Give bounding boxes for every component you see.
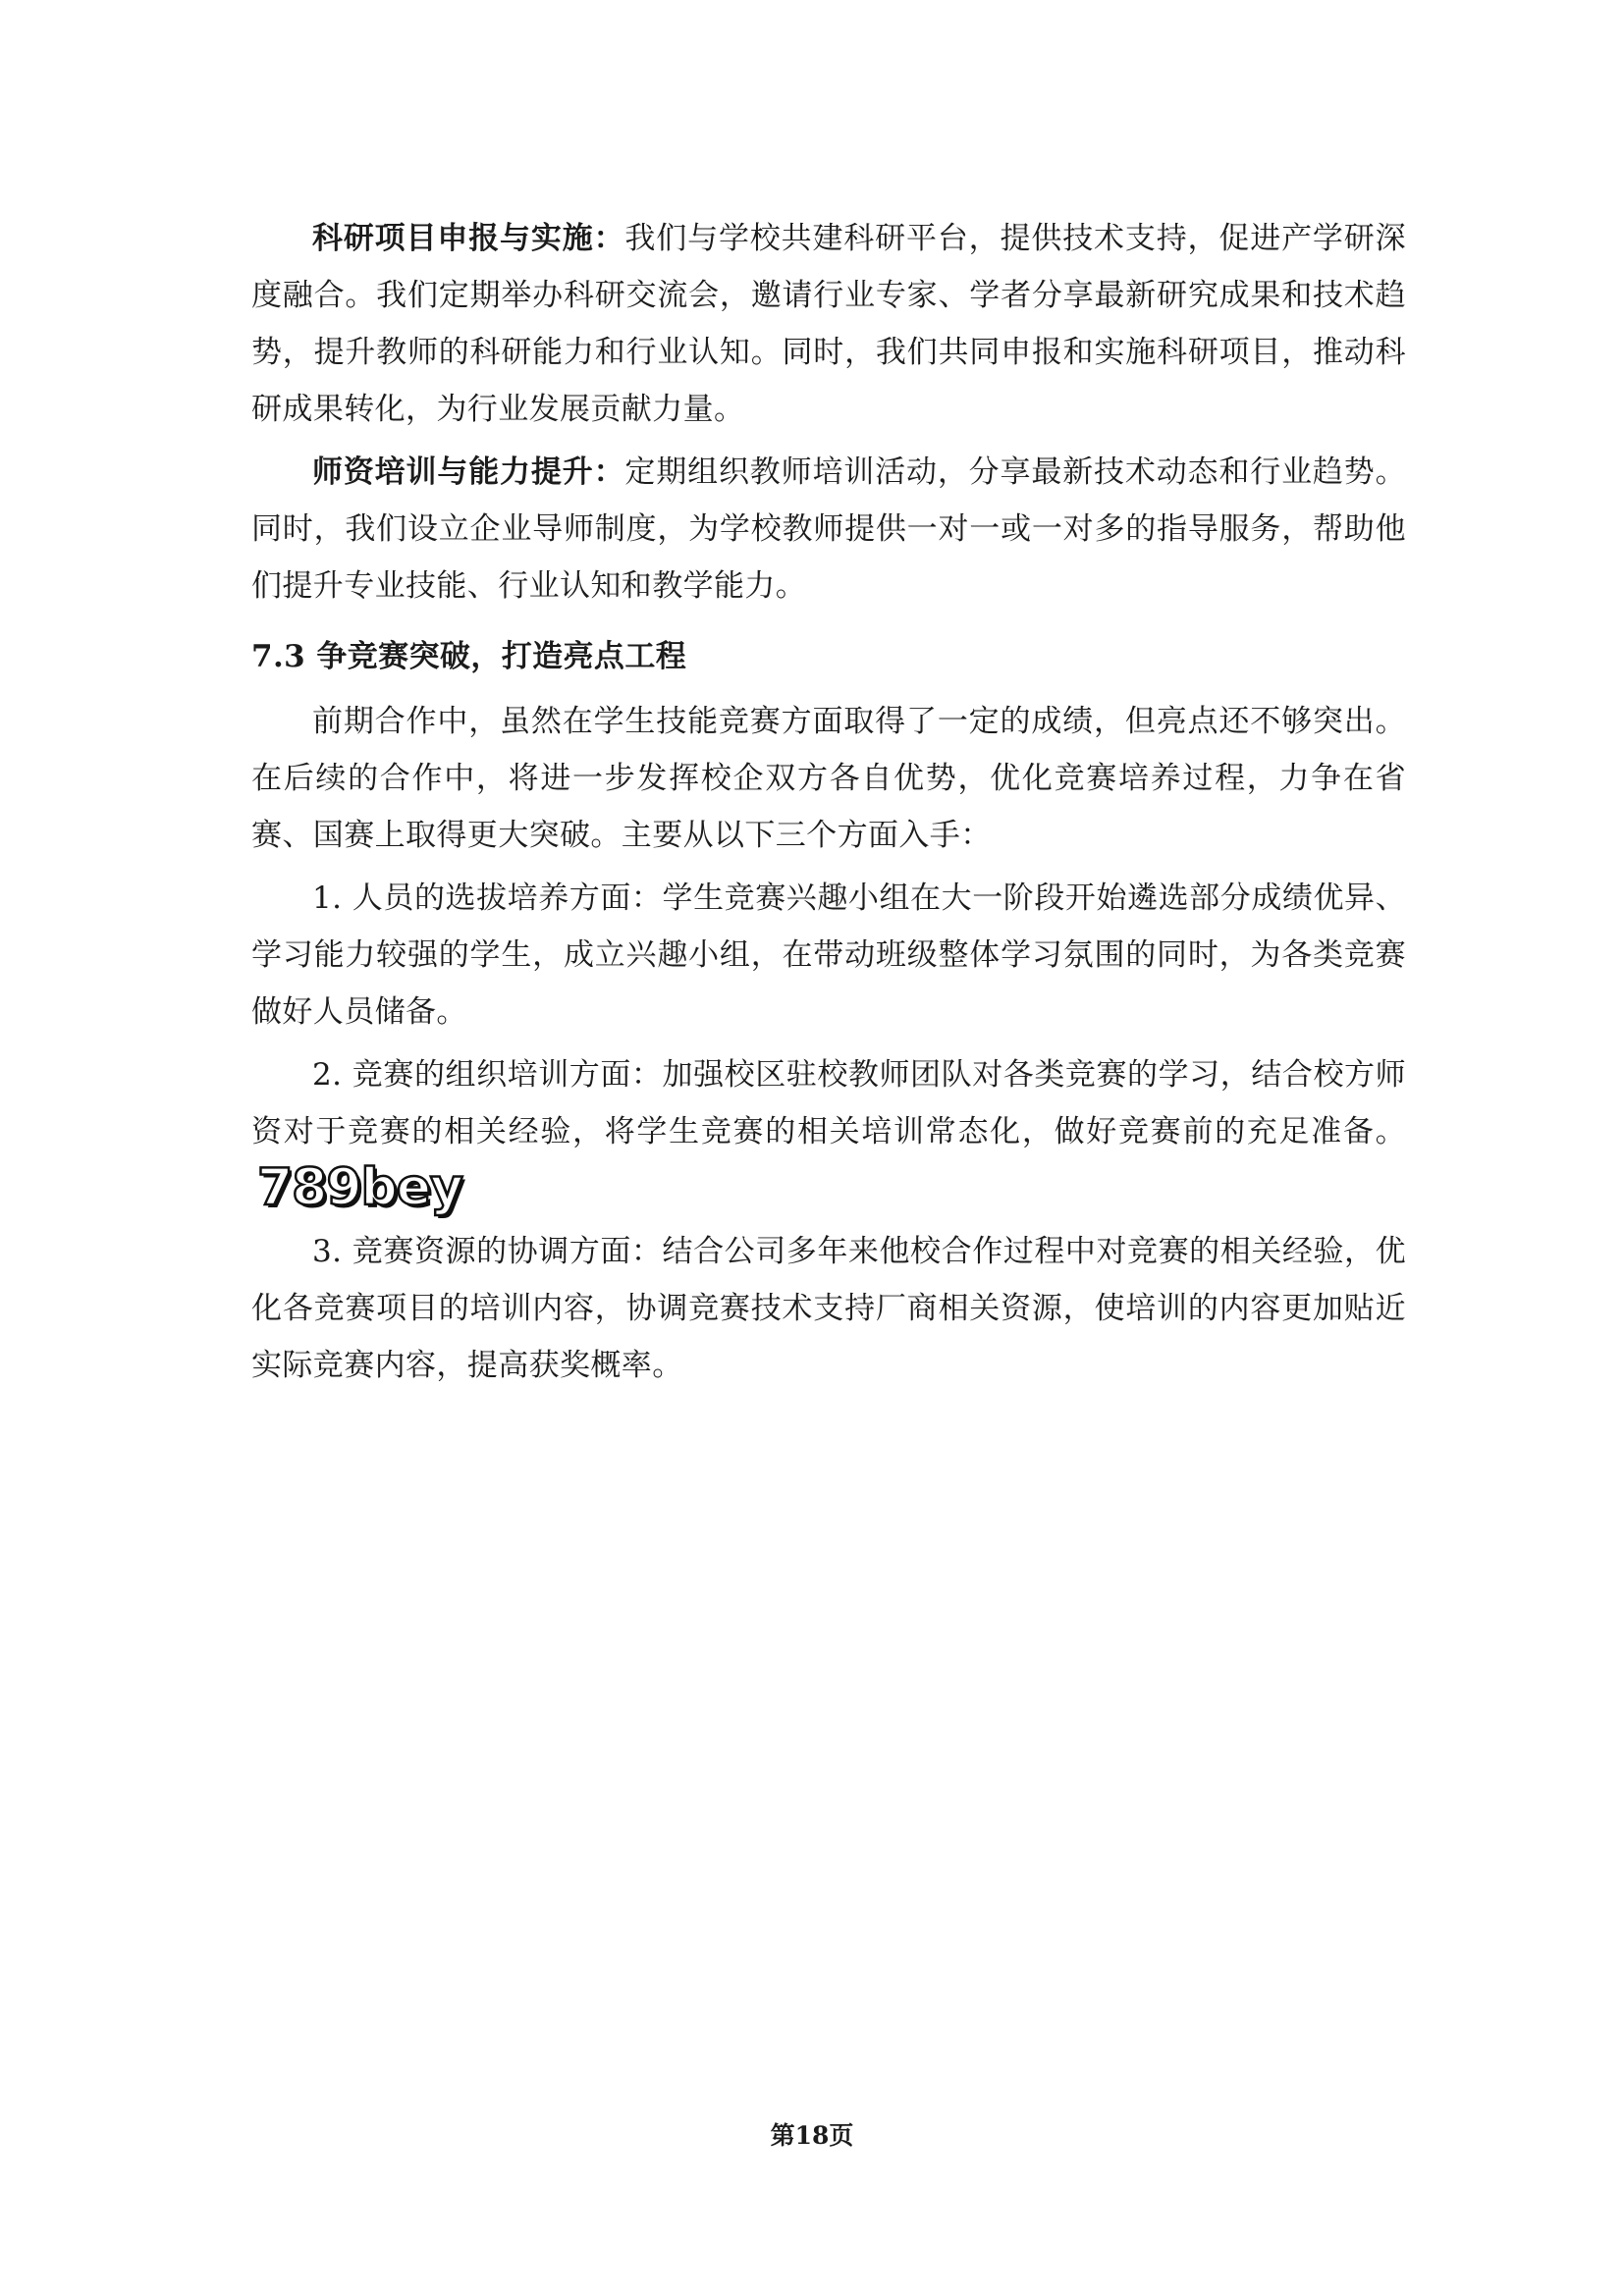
paragraph-item-3: 3. 竞赛资源的协调方面：结合公司多年来他校合作过程中对竞赛的相关经验，优化各竞赛项目的培训内容，协调竞赛技术支持厂商相关资源，使培训的内容更加贴近实际竞赛内容，提高获奖概率。: [251, 1234, 1406, 1383]
watermark-logo: 789bey: [257, 1158, 462, 1217]
section-heading: 7.3 争竞赛突破，打造亮点工程: [251, 639, 687, 674]
paragraph-item-2: [251, 1046, 1406, 1217]
paragraph-intro: 前期合作中，虽然在学生技能竞赛方面取得了一定的成绩，但亮点还不够突出。在后续的合作中，将进一步发挥校企双方各自优势，优化竞赛培养过程，力争在省赛、国赛上取得更大突破。主要从以下三个方面入手：: [251, 704, 1406, 853]
paragraph-lead: 师资培训与能力提升：: [312, 454, 625, 490]
paragraph-text: 我们与学校共建科研平台，提供技术支持，促进产学研深度融合。我们定期举办科研交流会，邀请行业专家、学者分享最新研究成果和技术趋势，提升教师的科研能力和行业认知。同时，我们共同申报和实施科研项目，推动科研成果转化，为行业发展贡献力量。: [251, 221, 1407, 427]
document-body: [251, 210, 1406, 1394]
page-number: 第18页: [770, 2121, 854, 2150]
paragraph-teacher-training: [251, 444, 1406, 614]
paragraph-text: 2. 竞赛的组织培训方面：加强校区驻校教师团队对各类竞赛的学习，结合校方师资对于竞赛的相关经验，将学生竞赛的相关培训常态化，做好竞赛前的充足准备。: [251, 1057, 1406, 1149]
paragraph-text: 定期组织教师培训活动，分享最新技术动态和行业趋势。同时，我们设立企业导师制度，为学校教师提供一对一或一对多的指导服务，帮助他们提升专业技能、行业认知和教学能力。: [251, 454, 1407, 604]
paragraph-item-1: 1. 人员的选拔培养方面：学生竞赛兴趣小组在大一阶段开始遴选部分成绩优异、学习能力较强的学生，成立兴趣小组，在带动班级整体学习氛围的同时，为各类竞赛做好人员储备。: [251, 881, 1406, 1030]
paragraph-lead: 科研项目申报与实施：: [312, 221, 625, 256]
paragraph-research-projects: [251, 210, 1406, 438]
